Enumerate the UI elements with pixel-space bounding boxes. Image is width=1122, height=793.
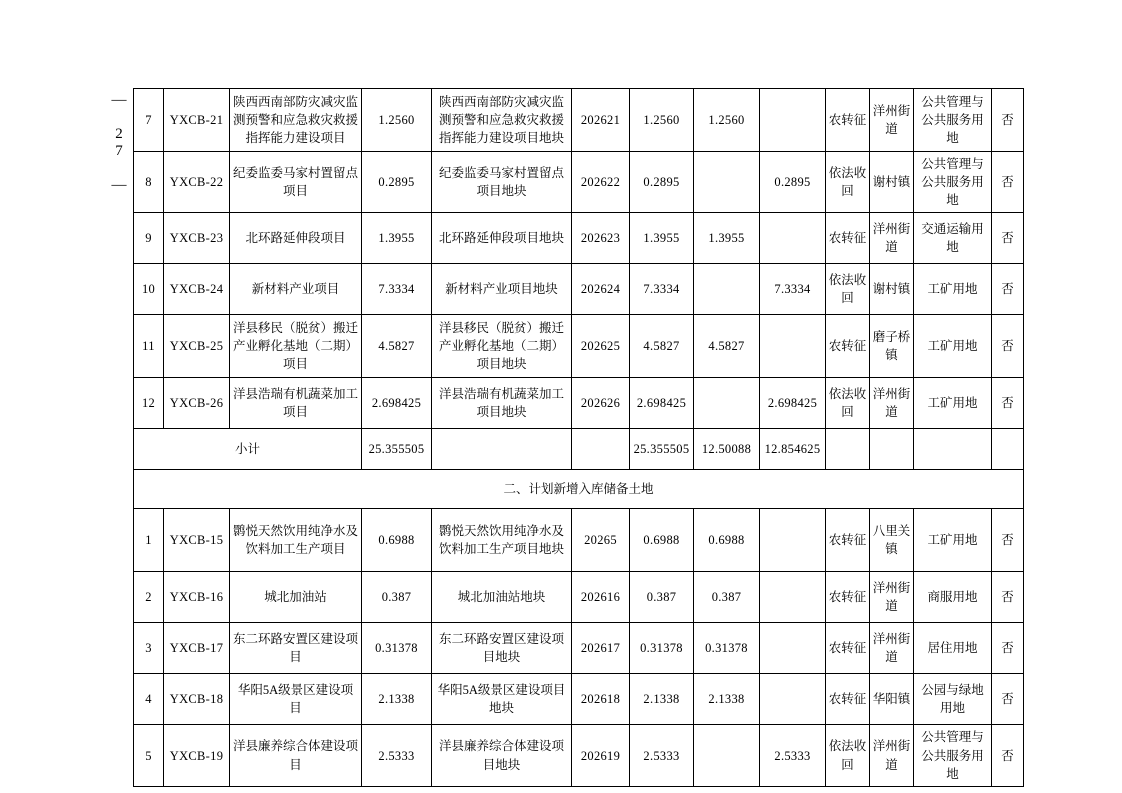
cell-land-use: 公共管理与公共服务用地: [914, 725, 992, 786]
cell-area-b: 0.2895: [760, 152, 826, 213]
cell-area-b: [760, 674, 826, 725]
cell-parcel-area: 0.2895: [630, 152, 694, 213]
cell-project-name: 陕西西南部防灾减灾监测预警和应急救灾救援指挥能力建设项目: [230, 89, 362, 152]
subtotal-township: [870, 429, 914, 470]
cell-area-total: 4.5827: [362, 315, 432, 378]
cell-parcel-name: 洋县浩瑞有机蔬菜加工项目地块: [432, 378, 572, 429]
cell-parcel-area: 4.5827: [630, 315, 694, 378]
subtotal-label: 小计: [134, 429, 362, 470]
cell-area-a: 0.387: [694, 572, 760, 623]
cell-land-use: 商服用地: [914, 572, 992, 623]
cell-seq: 4: [134, 674, 164, 725]
cell-parcel-area: 1.3955: [630, 213, 694, 264]
cell-code: YXCB-16: [164, 572, 230, 623]
cell-acquire-type: 依法收回: [826, 264, 870, 315]
cell-area-b: [760, 623, 826, 674]
cell-parcel-area: 1.2560: [630, 89, 694, 152]
cell-project-name: 华阳5A级景区建设项目: [230, 674, 362, 725]
subtotal-area-b: 12.854625: [760, 429, 826, 470]
cell-flag: 否: [992, 725, 1024, 786]
cell-parcel-name: 华阳5A级景区建设项目地块: [432, 674, 572, 725]
cell-seq: 7: [134, 89, 164, 152]
cell-acquire-type: 农转征: [826, 89, 870, 152]
cell-project-name: 纪委监委马家村置留点项目: [230, 152, 362, 213]
cell-flag: 否: [992, 213, 1024, 264]
cell-flag: 否: [992, 89, 1024, 152]
cell-land-use: 居住用地: [914, 623, 992, 674]
subtotal-parcel-name: [432, 429, 572, 470]
subtotal-land-use: [914, 429, 992, 470]
cell-code: YXCB-23: [164, 213, 230, 264]
cell-parcel-name: 城北加油站地块: [432, 572, 572, 623]
cell-acquire-type: 依法收回: [826, 378, 870, 429]
cell-township: 华阳镇: [870, 674, 914, 725]
subtotal-row: [134, 429, 1024, 470]
cell-code: YXCB-19: [164, 725, 230, 786]
cell-project-name: 洋县浩瑞有机蔬菜加工项目: [230, 378, 362, 429]
cell-parcel-code: 202621: [572, 89, 630, 152]
cell-area-a: 1.2560: [694, 89, 760, 152]
cell-township: 洋州街道: [870, 378, 914, 429]
cell-parcel-area: 7.3334: [630, 264, 694, 315]
cell-parcel-name: 东二环路安置区建设项目地块: [432, 623, 572, 674]
subtotal-flag: [992, 429, 1024, 470]
table-row: [134, 152, 1024, 213]
cell-parcel-name: 北环路延伸段项目地块: [432, 213, 572, 264]
cell-township: 洋州街道: [870, 572, 914, 623]
cell-area-b: [760, 315, 826, 378]
cell-township: 谢村镇: [870, 264, 914, 315]
cell-project-name: 洋县移民（脱贫）搬迁产业孵化基地（二期）项目: [230, 315, 362, 378]
table-row: [134, 623, 1024, 674]
cell-township: 八里关镇: [870, 509, 914, 572]
cell-code: YXCB-24: [164, 264, 230, 315]
cell-seq: 10: [134, 264, 164, 315]
cell-land-use: 工矿用地: [914, 378, 992, 429]
cell-area-a: 0.31378: [694, 623, 760, 674]
cell-parcel-area: 2.698425: [630, 378, 694, 429]
cell-project-name: 鹮悦天然饮用纯净水及饮料加工生产项目: [230, 509, 362, 572]
cell-area-total: 7.3334: [362, 264, 432, 315]
cell-parcel-code: 202622: [572, 152, 630, 213]
cell-parcel-code: 20265: [572, 509, 630, 572]
cell-flag: 否: [992, 623, 1024, 674]
cell-area-a: [694, 264, 760, 315]
cell-area-a: 4.5827: [694, 315, 760, 378]
cell-parcel-code: 202624: [572, 264, 630, 315]
cell-seq: 1: [134, 509, 164, 572]
cell-flag: 否: [992, 509, 1024, 572]
cell-parcel-name: 纪委监委马家村置留点项目地块: [432, 152, 572, 213]
cell-land-use: 公园与绿地用地: [914, 674, 992, 725]
cell-land-use: 工矿用地: [914, 509, 992, 572]
table-row: [134, 315, 1024, 378]
subtotal-parcel-area: 25.355505: [630, 429, 694, 470]
cell-area-b: [760, 213, 826, 264]
cell-area-total: 0.2895: [362, 152, 432, 213]
cell-project-name: 新材料产业项目: [230, 264, 362, 315]
page-number: — 27 —: [111, 92, 127, 194]
cell-parcel-code: 202616: [572, 572, 630, 623]
land-reserve-table-wrap: [133, 88, 1023, 787]
cell-township: 洋州街道: [870, 213, 914, 264]
cell-seq: 12: [134, 378, 164, 429]
cell-code: YXCB-15: [164, 509, 230, 572]
cell-land-use: 公共管理与公共服务用地: [914, 152, 992, 213]
cell-code: YXCB-22: [164, 152, 230, 213]
cell-parcel-name: 洋县移民（脱贫）搬迁产业孵化基地（二期）项目地块: [432, 315, 572, 378]
table-row: [134, 509, 1024, 572]
cell-area-a: 1.3955: [694, 213, 760, 264]
cell-parcel-area: 0.31378: [630, 623, 694, 674]
cell-code: YXCB-17: [164, 623, 230, 674]
cell-area-a: [694, 378, 760, 429]
cell-seq: 9: [134, 213, 164, 264]
cell-land-use: 公共管理与公共服务用地: [914, 89, 992, 152]
cell-parcel-code: 202617: [572, 623, 630, 674]
table-row: [134, 264, 1024, 315]
cell-project-name: 城北加油站: [230, 572, 362, 623]
cell-area-total: 1.3955: [362, 213, 432, 264]
cell-project-name: 东二环路安置区建设项目: [230, 623, 362, 674]
subtotal-area-total: 25.355505: [362, 429, 432, 470]
cell-area-total: 2.1338: [362, 674, 432, 725]
cell-acquire-type: 依法收回: [826, 725, 870, 786]
cell-flag: 否: [992, 152, 1024, 213]
cell-parcel-name: 陕西西南部防灾减灾监测预警和应急救灾救援指挥能力建设项目地块: [432, 89, 572, 152]
cell-area-a: [694, 725, 760, 786]
cell-township: 谢村镇: [870, 152, 914, 213]
cell-flag: 否: [992, 378, 1024, 429]
cell-area-b: 2.698425: [760, 378, 826, 429]
cell-parcel-code: 202618: [572, 674, 630, 725]
subtotal-acquire-type: [826, 429, 870, 470]
table-row: [134, 213, 1024, 264]
cell-township: 洋州街道: [870, 725, 914, 786]
cell-area-a: 0.6988: [694, 509, 760, 572]
cell-flag: 否: [992, 315, 1024, 378]
section-title: 二、计划新增入库储备土地: [134, 470, 1024, 509]
cell-parcel-area: 0.387: [630, 572, 694, 623]
cell-acquire-type: 农转征: [826, 623, 870, 674]
cell-seq: 2: [134, 572, 164, 623]
subtotal-parcel-code: [572, 429, 630, 470]
cell-parcel-name: 洋县廉养综合体建设项目地块: [432, 725, 572, 786]
cell-area-total: 2.698425: [362, 378, 432, 429]
cell-project-name: 洋县廉养综合体建设项目: [230, 725, 362, 786]
cell-area-a: 2.1338: [694, 674, 760, 725]
cell-township: 洋州街道: [870, 623, 914, 674]
cell-flag: 否: [992, 572, 1024, 623]
table-row: [134, 572, 1024, 623]
cell-parcel-name: 鹮悦天然饮用纯净水及饮料加工生产项目地块: [432, 509, 572, 572]
cell-code: YXCB-18: [164, 674, 230, 725]
cell-township: 洋州街道: [870, 89, 914, 152]
cell-parcel-code: 202619: [572, 725, 630, 786]
cell-area-b: [760, 89, 826, 152]
subtotal-area-a: 12.50088: [694, 429, 760, 470]
cell-land-use: 工矿用地: [914, 264, 992, 315]
cell-area-total: 0.6988: [362, 509, 432, 572]
cell-acquire-type: 农转征: [826, 509, 870, 572]
cell-seq: 11: [134, 315, 164, 378]
cell-code: YXCB-25: [164, 315, 230, 378]
cell-parcel-code: 202626: [572, 378, 630, 429]
cell-acquire-type: 农转征: [826, 315, 870, 378]
table-row: [134, 674, 1024, 725]
cell-area-total: 0.31378: [362, 623, 432, 674]
cell-flag: 否: [992, 674, 1024, 725]
cell-area-b: [760, 509, 826, 572]
cell-parcel-area: 2.1338: [630, 674, 694, 725]
cell-land-use: 工矿用地: [914, 315, 992, 378]
cell-area-total: 0.387: [362, 572, 432, 623]
land-reserve-table: [133, 88, 1024, 787]
cell-acquire-type: 农转征: [826, 213, 870, 264]
cell-area-b: 2.5333: [760, 725, 826, 786]
cell-seq: 8: [134, 152, 164, 213]
cell-acquire-type: 农转征: [826, 572, 870, 623]
cell-parcel-name: 新材料产业项目地块: [432, 264, 572, 315]
cell-area-total: 1.2560: [362, 89, 432, 152]
cell-flag: 否: [992, 264, 1024, 315]
cell-project-name: 北环路延伸段项目: [230, 213, 362, 264]
cell-parcel-area: 2.5333: [630, 725, 694, 786]
cell-acquire-type: 农转征: [826, 674, 870, 725]
cell-parcel-area: 0.6988: [630, 509, 694, 572]
table-row: [134, 378, 1024, 429]
cell-area-b: 7.3334: [760, 264, 826, 315]
cell-area-total: 2.5333: [362, 725, 432, 786]
cell-code: YXCB-26: [164, 378, 230, 429]
table-row: [134, 725, 1024, 786]
cell-area-b: [760, 572, 826, 623]
table-row: [134, 89, 1024, 152]
cell-acquire-type: 依法收回: [826, 152, 870, 213]
cell-township: 磨子桥镇: [870, 315, 914, 378]
cell-code: YXCB-21: [164, 89, 230, 152]
cell-seq: 3: [134, 623, 164, 674]
cell-parcel-code: 202625: [572, 315, 630, 378]
cell-parcel-code: 202623: [572, 213, 630, 264]
cell-seq: 5: [134, 725, 164, 786]
cell-area-a: [694, 152, 760, 213]
section-header-row: [134, 470, 1024, 509]
cell-land-use: 交通运输用地: [914, 213, 992, 264]
